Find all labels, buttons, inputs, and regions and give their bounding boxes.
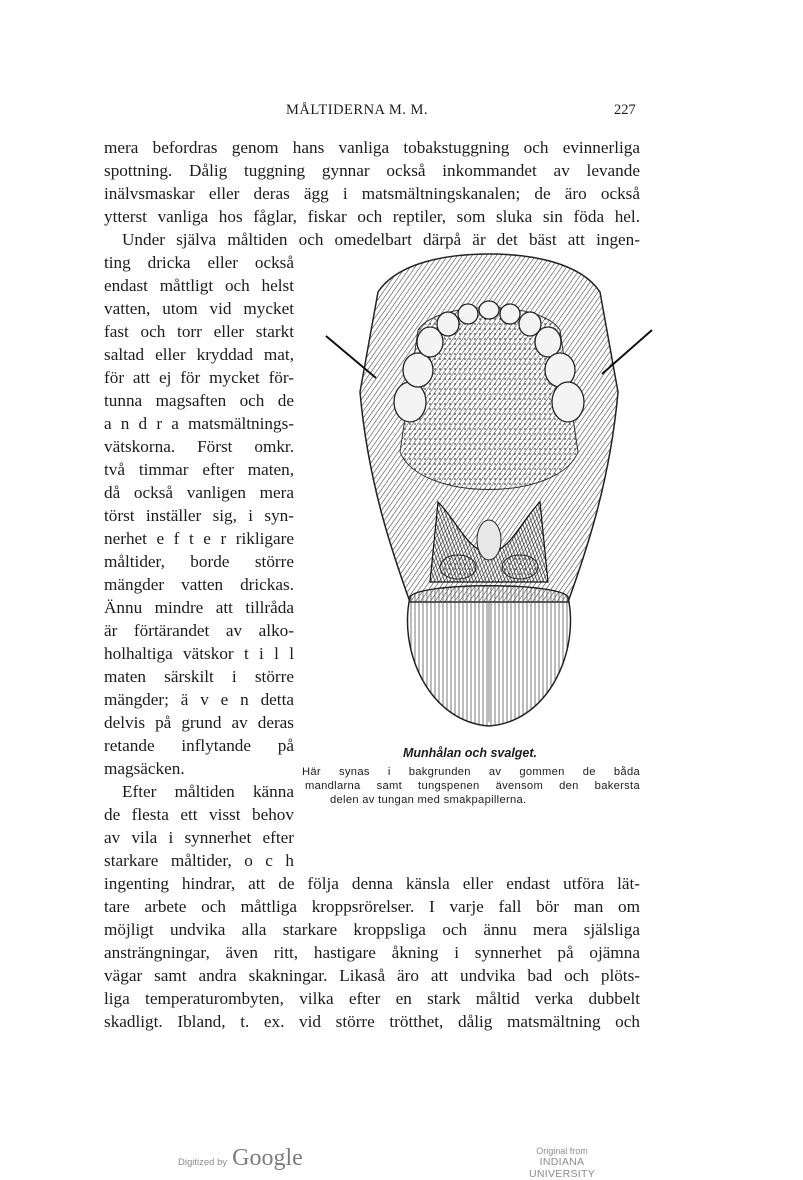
figure-caption-line: mandlarna samt tungspenen ävensom den bakersta: [305, 780, 640, 792]
figure-caption-title: Munhålan och svalget.: [402, 746, 538, 760]
body-line: mängder; ä v e n detta: [104, 690, 294, 709]
body-line: för att ej för mycket för-: [104, 368, 294, 387]
body-line: vatten, utom vid mycket: [104, 299, 294, 318]
digitized-by-label: Digitized by: [178, 1157, 228, 1168]
body-line: måltider, borde större: [104, 552, 294, 571]
body-line: endast måttligt och helst: [104, 276, 294, 295]
page-number: 227: [614, 102, 636, 118]
uvula: [477, 520, 501, 560]
body-line: saltad eller kryddad mat,: [104, 345, 294, 364]
tonsil-left: [440, 555, 476, 579]
body-line: tunna magsaften och de: [104, 391, 294, 410]
google-logo: Google: [232, 1145, 303, 1171]
body-line: då också vanligen mera: [104, 483, 294, 502]
body-line: är förtärandet av alko-: [104, 621, 294, 640]
body-line: vägar samt andra skakningar. Likaså äro att undvika bad och plöts-: [104, 966, 640, 985]
body-line: möjligt undvika alla starkare kroppsliga och ännu mera själsliga: [104, 920, 640, 939]
body-line: de flesta ett visst behov: [104, 805, 294, 824]
body-line: starkare måltider, o c h: [104, 851, 294, 870]
tonsil-right: [502, 555, 538, 579]
body-line: inälvsmaskar eller deras ägg i matsmältningskanalen; de äro också: [104, 184, 640, 203]
body-line: Under själva måltiden och omedelbart därpå är det bäst att ingen-: [122, 230, 640, 249]
body-line: maten särskilt i större: [104, 667, 294, 686]
body-line: tare arbete och måttliga kroppsrörelser. I varje fall bör man om: [104, 897, 640, 916]
body-line: retande inflytande på: [104, 736, 294, 755]
figure-caption-line: Här synas i bakgrunden av gommen de båda: [302, 766, 640, 778]
body-line: mängder vatten drickas.: [104, 575, 294, 594]
original-from-notice: [508, 1146, 616, 1180]
body-line: delvis på grund av deras: [104, 713, 294, 732]
body-line: Efter måltiden känna: [122, 782, 294, 801]
mouth-cavity-illustration: [318, 252, 660, 730]
body-line: ytterst vanliga hos fåglar, fiskar och reptiler, som sluka sin föda hel.: [104, 207, 640, 226]
institution-name: INDIANA UNIVERSITY: [528, 1156, 595, 1180]
body-line: törst inställer sig, i syn-: [104, 506, 294, 525]
body-line: mera befordras genom hans vanliga tobakstuggning och evinnerliga: [104, 138, 640, 157]
body-line: av vila i synnerhet efter: [104, 828, 294, 847]
body-line: liga temperaturombyten, vilka efter en stark måltid verka dubbelt: [104, 989, 640, 1008]
original-from-label: Original from: [536, 1146, 588, 1156]
body-line: magsäcken.: [104, 759, 185, 778]
body-line: fast och torr eller starkt: [104, 322, 294, 341]
body-line: vätskorna. Först omkr.: [104, 437, 294, 456]
body-line: två timmar efter maten,: [104, 460, 294, 479]
body-line: holhaltiga vätskor t i l l: [104, 644, 294, 663]
body-line: spottning. Dålig tuggning gynnar också inkommandet av levande: [104, 161, 640, 180]
body-line: Ännu mindre att tillråda: [104, 598, 294, 617]
figure-caption-line: delen av tungan med smakpapillerna.: [330, 794, 527, 806]
body-line: ingenting hindrar, att de följa denna känsla eller endast utföra lät-: [104, 874, 640, 893]
body-line: ting dricka eller också: [104, 253, 294, 272]
body-line: ansträngningar, även ritt, hastigare åkning i synnerhet på ojämna: [104, 943, 640, 962]
digitized-by-google: [178, 1145, 303, 1172]
body-line: a n d r a matsmältnings-: [104, 414, 294, 433]
running-title: MÅLTIDERNA M. M.: [286, 102, 429, 118]
body-line: skadligt. Ibland, t. ex. vid större trötthet, dålig matsmältning och: [104, 1012, 640, 1031]
body-line: nerhet e f t e r rikligare: [104, 529, 294, 548]
